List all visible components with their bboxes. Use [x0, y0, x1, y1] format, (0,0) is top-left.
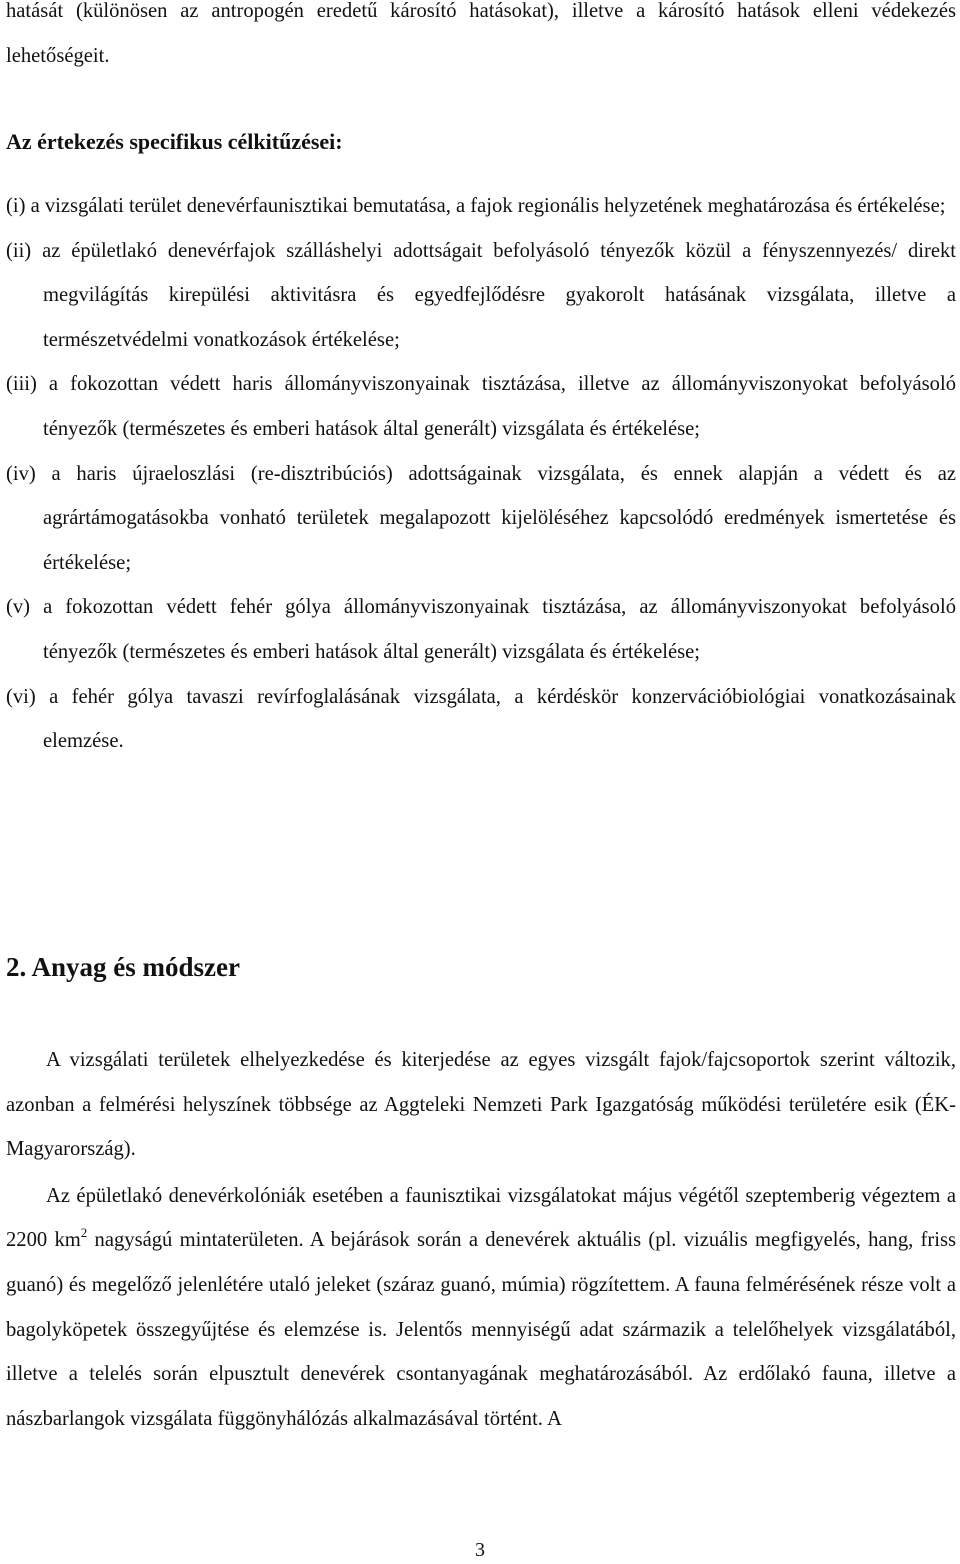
- list-item: [6, 675, 956, 764]
- paragraph-text: nagyságú mintaterületen. A bejárások során a denevérek aktuális (pl. vizuális megfigyelés, hang, friss guanó) és megelőző jelenlétére utaló jeleket (száraz guanó, múmia) rögzítettem. A fauna felmérésének része volt a bagolyköpetek összegyűjtése és elemzése is. Jelentős mennyiségű adat származik a telelőhelyek vizsgálatából, illetve a telelés során elpusztult denevérek csontanyagának meghatározásából. Az erdőlakó fauna, illetve a nászbarlangok vizsgálata függönyhálózás alkalmazásával történt. A: [6, 1229, 957, 1430]
- section-heading: 2. Anyag és módszer: [6, 952, 240, 982]
- list-item-text: a vizsgálati terület denevérfaunisztikai bemutatása, a fajok regionális helyzetének meghatározása és értékelése;: [30, 195, 946, 217]
- body-paragraph: [6, 1174, 956, 1442]
- list-item: [6, 585, 956, 674]
- list-item-marker: (iii): [6, 373, 37, 396]
- list-item-marker: (v): [6, 596, 31, 619]
- body-text: [6, 1038, 956, 1441]
- page-number: 3: [475, 1539, 485, 1561]
- list-item-text: az épületlakó denevérfajok szálláshelyi adottságait befolyásoló tényezők közül a fényszennyezés/ direkt megvilágítás kirepülési aktivitásra és egyedfejlődésre gyakorolt hatásának vizsgálata, illetve a természetvédelmi vonatkozások értékelése;: [42, 239, 956, 351]
- list-item: [6, 362, 956, 451]
- paragraph-text: Az épületlakó denevérkolóniák esetében a faunisztikai vizsgálatokat május végétől szeptemberig végeztem a 2200 km: [6, 1184, 956, 1252]
- list-item-text: a fokozottan védett haris állományviszonyainak tisztázása, illetve az állományviszonyokat befolyásoló tényezők (természetes és emberi hatások által generált) vizsgálata és értékelése;: [43, 373, 956, 440]
- list-item-marker: (vi): [6, 685, 36, 708]
- list-item: [6, 184, 956, 229]
- list-item-text: a fokozottan védett fehér gólya állományviszonyainak tisztázása, az állományviszonyokat befolyásoló tényezők (természetes és emberi hatások által generált) vizsgálata és értékelése;: [43, 596, 956, 663]
- superscript: 2: [80, 1225, 88, 1241]
- objectives-list: [6, 184, 956, 764]
- list-item: [6, 452, 956, 586]
- list-item-text: a haris újraeloszlási (re-disztribúciós) adottságainak vizsgálata, és ennek alapján a védett és az agrártámogatásokba vonható területek megalapozott kijelöléséhez kapcsolódó eredmények ismertetése és értékelése;: [43, 462, 956, 574]
- objectives-heading: Az értekezés specifikus célkitűzései:: [6, 129, 343, 154]
- list-item: [6, 229, 956, 363]
- body-paragraph: A vizsgálati területek elhelyezkedése és kiterjedése az egyes vizsgált fajok/fajcsoportok szerint változik, azonban a felmérési helyszínek többsége az Aggteleki Nemzeti Park Igazgatóság működési területére esik (ÉK-Magyarország).: [6, 1049, 956, 1161]
- intro-paragraph: hatását (különösen az antropogén eredetű károsító hatásokat), illetve a károsító hatások elleni védekezés lehetőségeit.: [6, 0, 956, 67]
- list-item-marker: (iv): [6, 462, 36, 485]
- list-item-text: a fehér gólya tavaszi revírfoglalásának vizsgálata, a kérdéskör konzervációbiológiai vonatkozásainak elemzése.: [43, 685, 956, 753]
- list-item-marker: (i): [6, 195, 26, 217]
- list-item-marker: (ii): [6, 239, 32, 262]
